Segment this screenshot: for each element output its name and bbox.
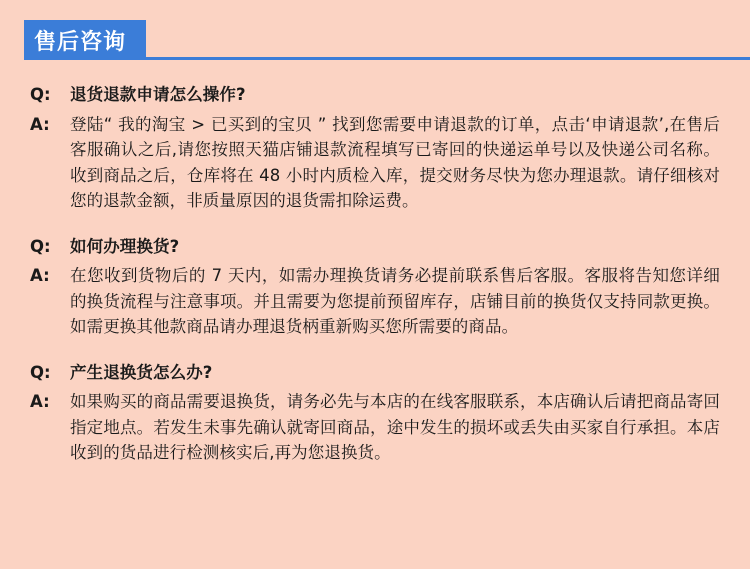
question-text: 产生退换货怎么办?: [70, 362, 213, 382]
title-underline: [146, 57, 750, 60]
answer-tag: A:: [30, 266, 50, 285]
answer-tag: A:: [30, 114, 50, 134]
question-tag: Q:: [30, 236, 51, 256]
faq-question-row: [30, 82, 720, 108]
question-text: 退货退款申请怎么操作?: [70, 85, 246, 104]
question-tag: Q:: [30, 362, 51, 382]
faq-item: [30, 82, 720, 214]
section-title-banner: [24, 20, 146, 60]
answer-text: 登陆“ 我的淘宝 > 已买到的宝贝 ” 找到您需要申请退款的订单，点击‘申请退款’,在售后客服确认之后,请您按照天猫店铺退款流程填写已寄回的快递运单号以及快递公司名称。收到商品之后，仓库将在 48 小时内质检入库，提交财务尽快为您办理退款。请仔细核对您的退款金额，非质量原因的退货需扣除运费。: [70, 114, 720, 210]
answer-text: 在您收到货物后的 7 天内，如需办理换货请务必提前联系售后客服。客服将告知您详细的换货流程与注意事项。并且需要为您提前预留库存，店铺目前的换货仅支持同款更换。如需更换其他款商品请办理退货柄重新购买您所需要的商品。: [70, 266, 720, 336]
faq-item: [30, 360, 720, 466]
answer-tag: A:: [30, 392, 50, 411]
answer-text: 如果购买的商品需要退换货，请务必先与本店的在线客服联系，本店确认后请把商品寄回指定地点。若发生未事先确认就寄回商品，途中发生的损坏或丢失由买家自行承担。本店收到的货品进行检测核实后,再为您退换货。: [70, 392, 720, 462]
faq-question-row: [30, 360, 720, 386]
section-title: 售后咨询: [34, 29, 127, 55]
question-tag: Q:: [30, 85, 51, 104]
faq-list: [30, 82, 720, 486]
faq-answer-row: [30, 263, 720, 340]
faq-answer-row: [30, 112, 720, 214]
faq-question-row: [30, 234, 720, 260]
faq-item: [30, 234, 720, 340]
faq-answer-row: [30, 389, 720, 466]
question-text: 如何办理换货?: [70, 236, 180, 256]
